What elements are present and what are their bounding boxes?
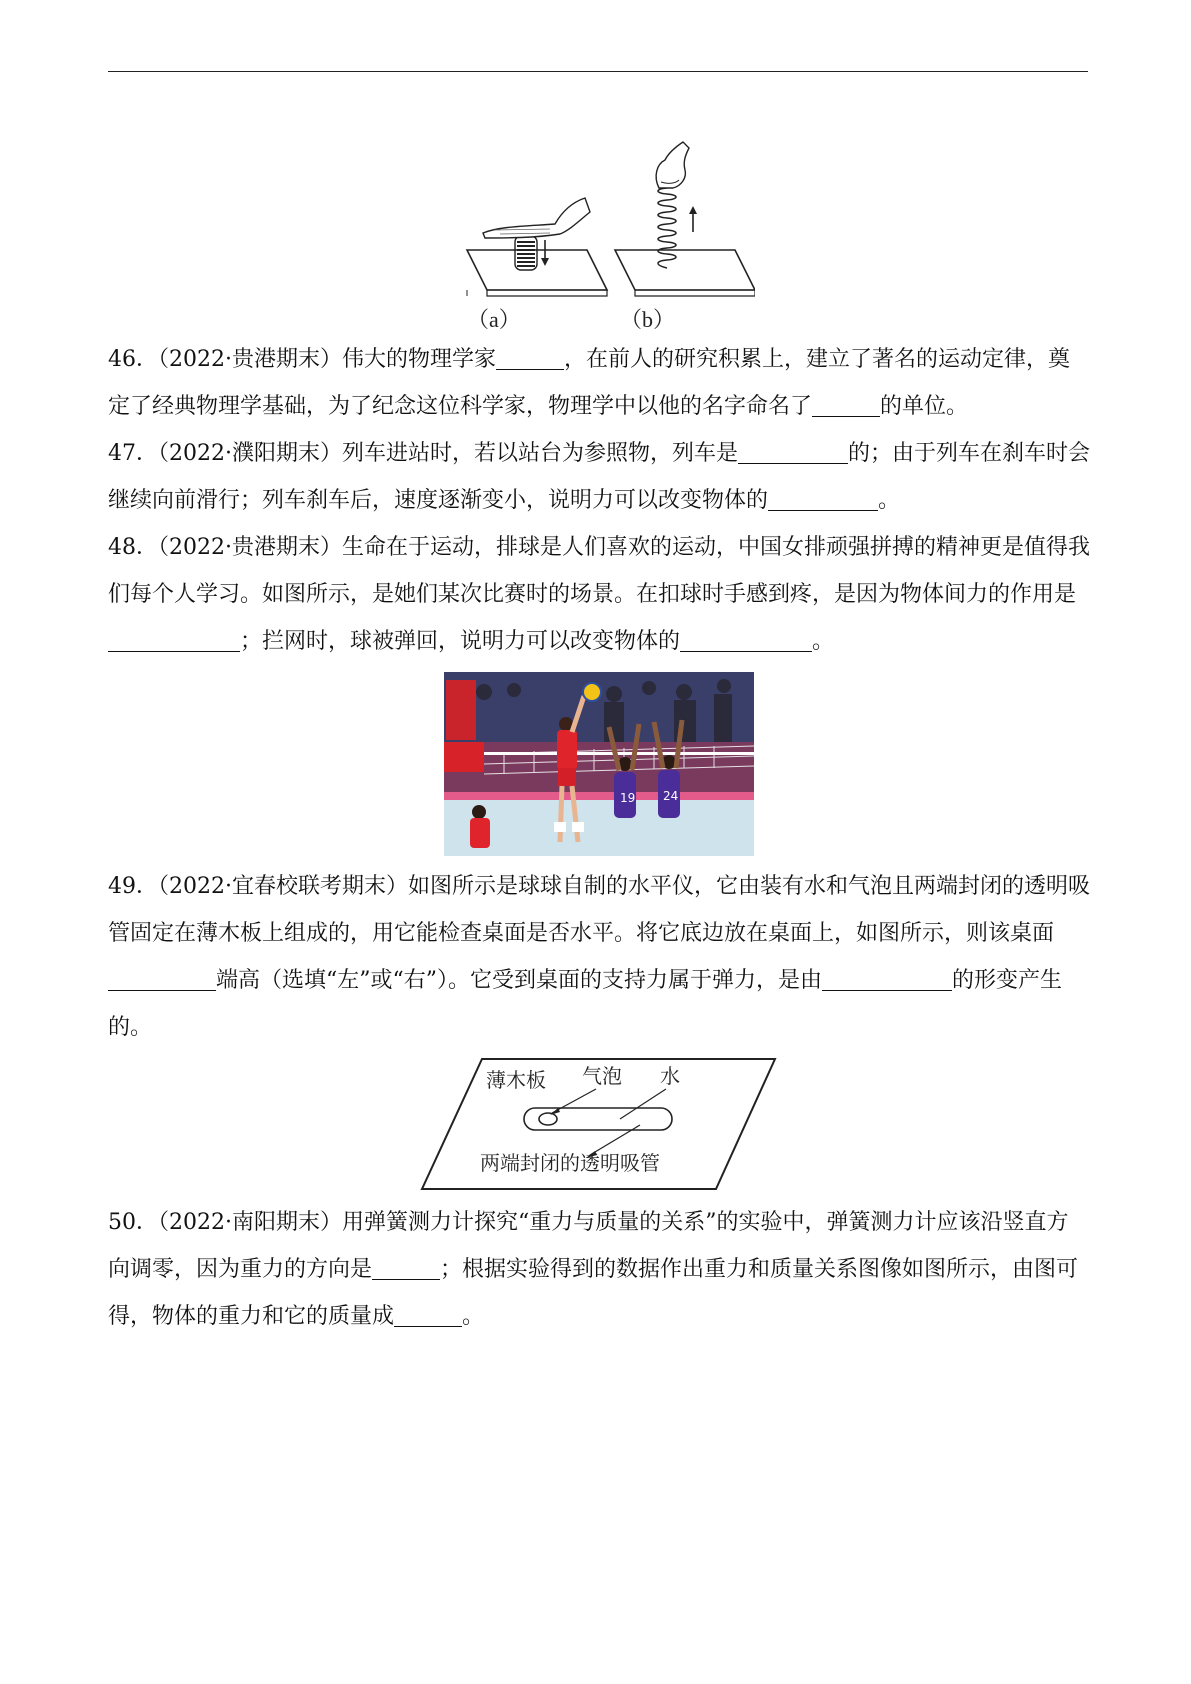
svg-text:24: 24 <box>663 789 679 803</box>
answer-blank[interactable] <box>108 625 240 652</box>
transparent-tube <box>524 1108 672 1130</box>
question-text: ；拦网时，球被弹回，说明力可以改变物体的 <box>240 629 681 654</box>
spring-b-diagram <box>615 142 755 296</box>
question-source: （2022·南阳期末） <box>158 1210 342 1235</box>
spirit-level-figure <box>420 1055 780 1193</box>
question-number: 49． <box>108 874 158 899</box>
question-number: 48． <box>108 535 158 560</box>
label-tube: 两端封闭的透明吸管 <box>480 1151 660 1175</box>
question-text: 的；由于列车在刹车时会继续向前滑行；列车刹车后，速度逐渐变小，说明力可以改变物体的 <box>108 441 1091 513</box>
question-number: 47． <box>108 441 158 466</box>
label-board: 薄木板 <box>486 1068 546 1092</box>
answer-blank[interactable] <box>496 343 564 370</box>
answer-blank[interactable] <box>372 1253 440 1280</box>
caption-a: （a） <box>467 307 521 332</box>
label-bubble: 气泡 <box>582 1064 622 1088</box>
question-text: 用弹簧测力计探究“重力与质量的关系”的实验中，弹簧测力计应该沿竖直方向调零，因为重力的方向是 <box>108 1210 1069 1282</box>
question-text: 的单位。 <box>880 394 969 419</box>
answer-blank[interactable] <box>108 964 216 991</box>
question-48 <box>108 524 1090 665</box>
answer-blank[interactable] <box>812 390 880 417</box>
question-text: 生命在于运动，排球是人们喜欢的运动，中国女排顽强拼搏的精神更是值得我们每个人学习。如图所示，是她们某次比赛时的场景。在扣球时手感到疼，是因为物体间力的作用是 <box>108 535 1090 607</box>
caption-b: （b） <box>620 307 676 332</box>
question-text: 的形变产生的。 <box>108 968 1063 1040</box>
question-47 <box>108 430 1090 524</box>
question-50 <box>108 1199 1090 1340</box>
question-text: 如图所示是球球自制的水平仪，它由装有水和气泡且两端封闭的透明吸管固定在薄木板上组成的，用它能检查桌面是否水平。将它底边放在桌面上，如图所示，则该桌面 <box>108 874 1090 946</box>
spring-figure <box>455 140 755 335</box>
answer-blank[interactable] <box>394 1300 462 1327</box>
question-number: 46． <box>108 347 158 372</box>
question-text: 列车进站时，若以站台为参照物，列车是 <box>341 441 738 466</box>
answer-blank[interactable] <box>738 437 848 464</box>
question-number: 50． <box>108 1210 158 1235</box>
volleyball-photo <box>444 672 754 856</box>
question-text: ，在前人的研究积累上，建立了著名的运动定律，奠定了经典物理学基础，为了纪念这位科学家，物理学中以他的名字命名了 <box>108 347 1071 419</box>
question-text: 。 <box>812 629 835 654</box>
question-source: （2022·贵港期末） <box>158 535 342 560</box>
question-text: 端高（选填“左”或“右”）。它受到桌面的支持力属于弹力，是由 <box>216 968 822 993</box>
answer-blank[interactable] <box>768 484 878 511</box>
question-text: 。 <box>462 1304 485 1329</box>
label-water: 水 <box>660 1064 680 1088</box>
answer-blank[interactable] <box>680 625 812 652</box>
question-source: （2022·宜春校联考期末） <box>158 874 408 899</box>
svg-text:19: 19 <box>620 791 636 805</box>
question-text: ；根据实验得到的数据作出重力和质量关系图像如图所示，由图可得，物体的重力和它的质量成 <box>108 1257 1079 1329</box>
question-46 <box>108 336 1090 430</box>
question-source: （2022·贵港期末） <box>158 347 342 372</box>
question-text: 。 <box>878 488 901 513</box>
question-source: （2022·濮阳期末） <box>158 441 342 466</box>
question-49 <box>108 863 1090 1051</box>
answer-blank[interactable] <box>822 964 952 991</box>
question-text: 伟大的物理学家 <box>341 347 496 372</box>
header-rule <box>108 71 1088 72</box>
spring-a-diagram <box>467 198 607 296</box>
